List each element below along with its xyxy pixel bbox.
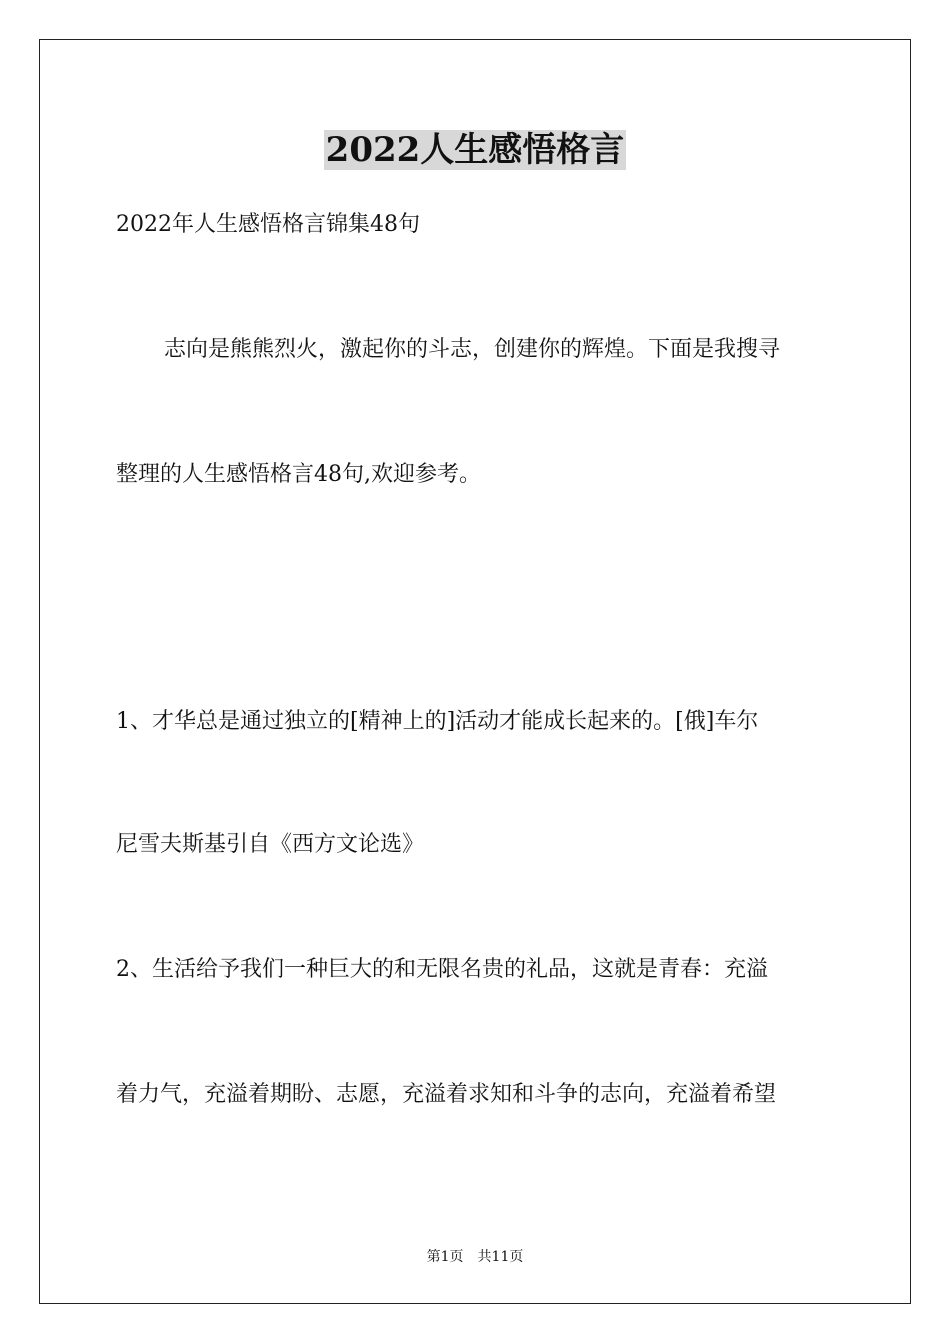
page-footer: [0, 1248, 950, 1266]
intro-paragraph-line-2: 整理的人生感悟格言48句,欢迎参考。: [116, 462, 481, 487]
quote-1-line-2: 尼雪夫斯基引自《西方文论选》: [116, 832, 425, 857]
quote-2-line-1: 2、生活给予我们一种巨大的和无限名贵的礼品，这就是青春：充溢: [116, 957, 768, 982]
document-subtitle: 2022年人生感悟格言锦集48句: [116, 212, 420, 237]
document-title: [0, 128, 950, 172]
intro-paragraph-line-1: 志向是熊熊烈火，激起你的斗志，创建你的辉煌。下面是我搜寻: [164, 337, 781, 362]
page-number: 第1页: [426, 1249, 464, 1265]
quote-1-line-1: 1、才华总是通过独立的[精神上的]活动才能成长起来的。[俄]车尔: [116, 709, 759, 734]
quote-2-line-2: 着力气，充溢着期盼、志愿，充溢着求知和斗争的志向，充溢着希望: [116, 1082, 777, 1107]
page-total: 共11页: [477, 1249, 524, 1265]
document-title-text: 2022人生感悟格言: [325, 130, 625, 170]
